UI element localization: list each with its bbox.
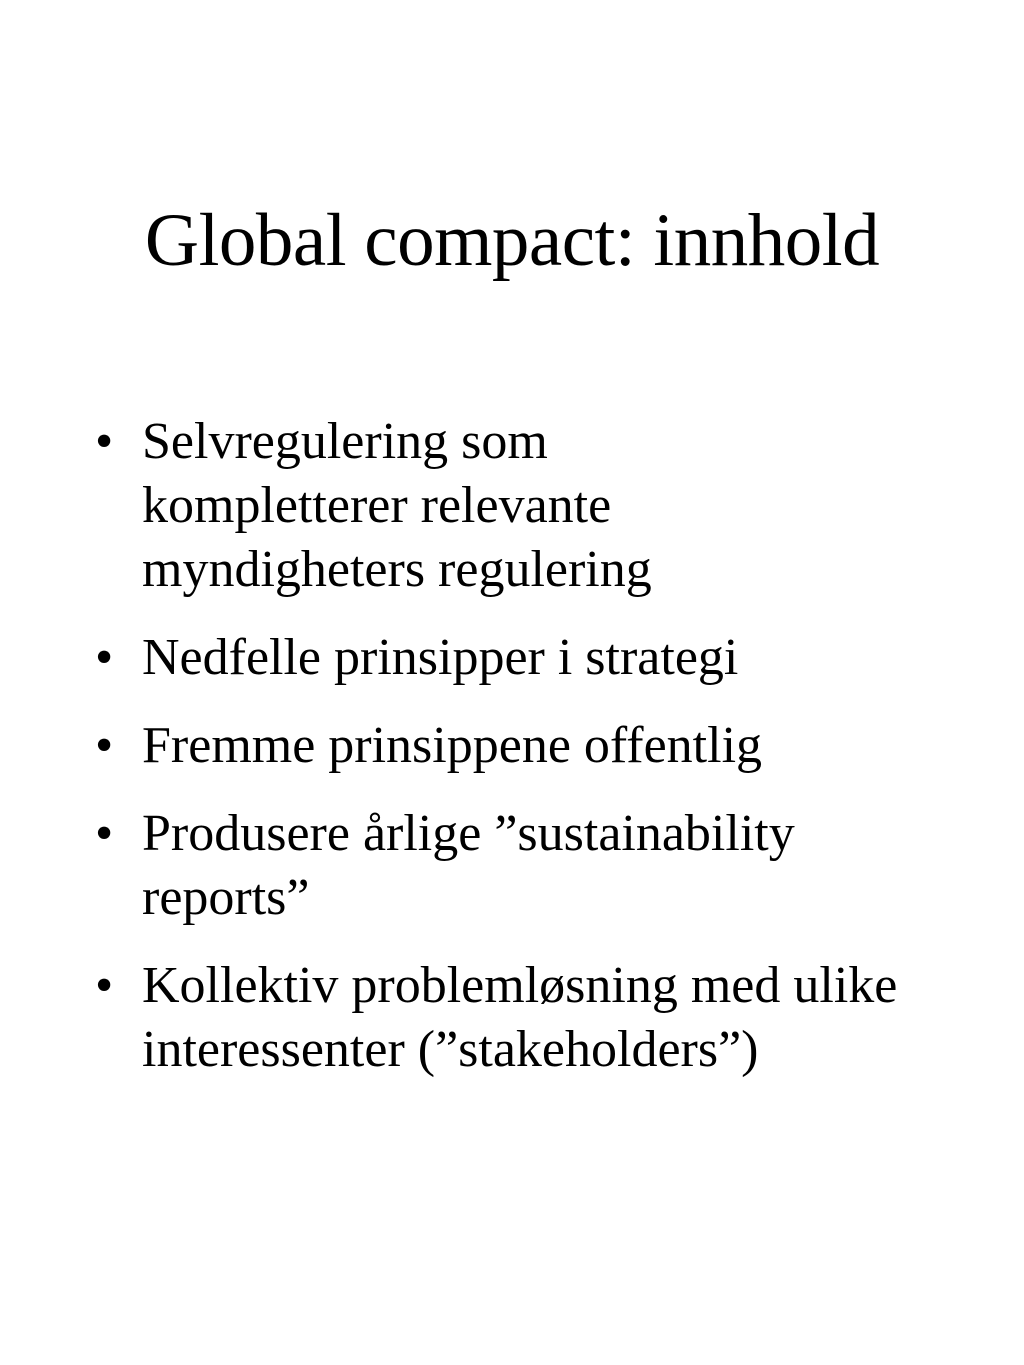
bullet-icon: • [95, 717, 114, 774]
bullet-icon: • [95, 805, 114, 862]
bullet-text: Fremme prinsippene offentlig [142, 717, 763, 774]
list-item [95, 626, 955, 690]
bullet-text: Produsere årlige ”sustainability reports” [142, 805, 795, 926]
list-item [95, 410, 955, 602]
list-item [95, 714, 955, 778]
bullet-icon: • [95, 957, 114, 1014]
bullet-text: Nedfelle prinsipper i strategi [142, 629, 739, 686]
list-item [95, 802, 955, 930]
bullet-text: Kollektiv problemløsning med ulike interessenter (”stakeholders”) [142, 957, 898, 1078]
bullet-icon: • [95, 413, 114, 470]
bullet-list [95, 410, 955, 1106]
slide-title: Global compact: innhold [144, 199, 880, 282]
bullet-icon: • [95, 629, 114, 686]
bullet-text: Selvregulering som kompletterer relevante myndigheters regulering [142, 413, 652, 598]
list-item [95, 954, 955, 1082]
